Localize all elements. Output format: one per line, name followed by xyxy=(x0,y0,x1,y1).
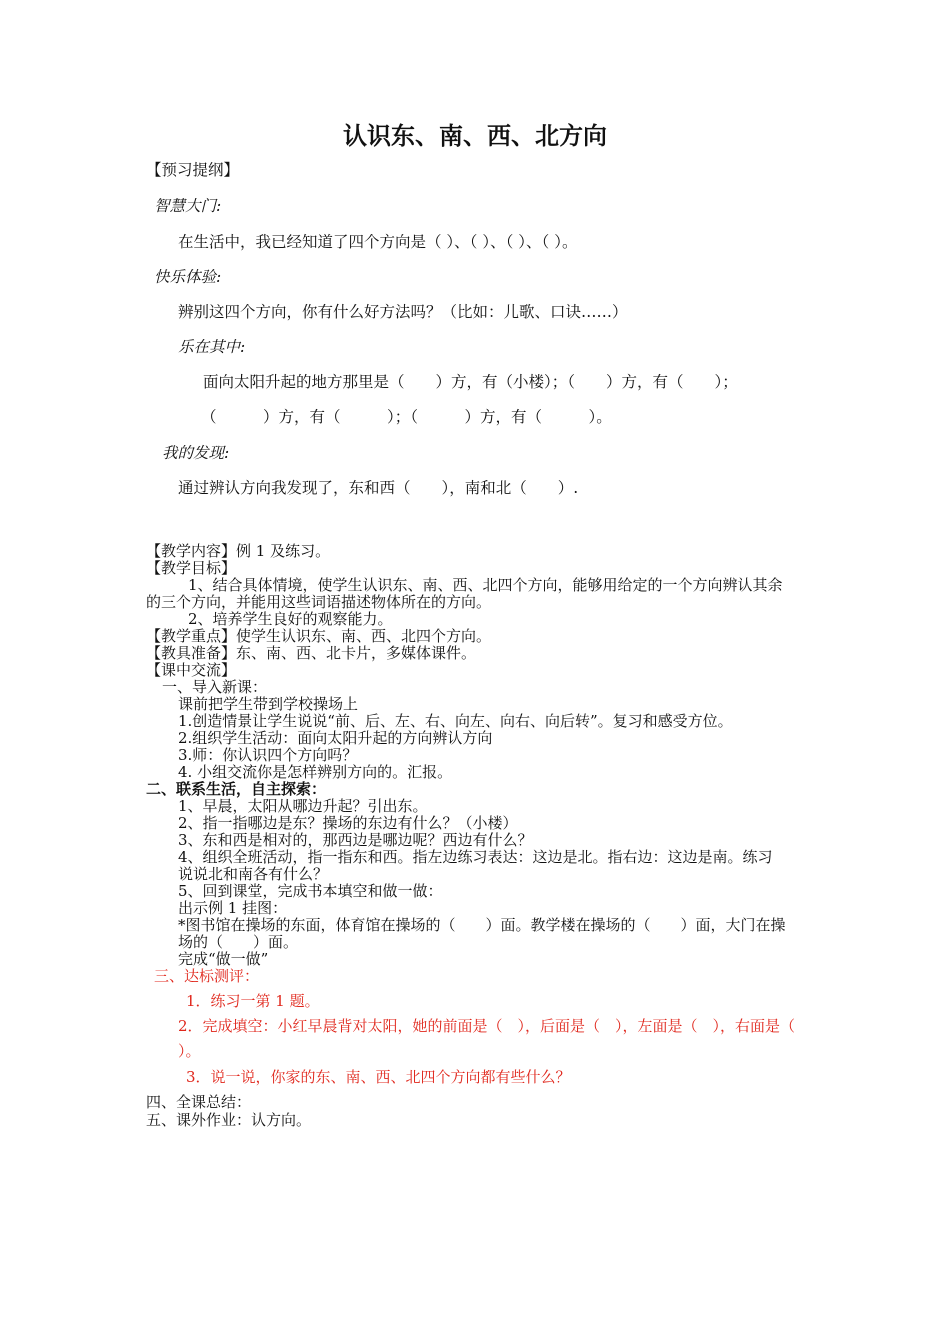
section-3-item-2-line1: 2．完成填空：小红早晨背对太阳，她的前面是（ ），后面是（ ），左面是（ ），右面是（ xyxy=(178,1017,796,1035)
section-1-item-3: 3.师：你认识四个方向吗？ xyxy=(178,746,358,764)
goals-heading: 【教学目标】 xyxy=(146,559,237,577)
lesson-content: 【教学内容】例 1 及练习。 xyxy=(146,542,331,560)
joy-within-line2: （ ）方，有（ ）；（ ）方，有（ ）。 xyxy=(201,408,612,426)
section-1-heading: 一、导入新课： xyxy=(162,678,268,696)
happy-experience-label: 快乐体验: xyxy=(154,268,222,286)
my-discovery-label: 我的发现: xyxy=(162,444,230,462)
section-3-heading: 三、达标测评： xyxy=(154,967,260,985)
happy-experience-text: 辨别这四个方向，你有什么好方法吗？（比如：儿歌、口诀……） xyxy=(178,303,628,321)
materials: 【教具准备】东、南、西、北卡片，多媒体课件。 xyxy=(146,644,477,662)
section-2-item-1: 1、早晨，太阳从哪边升起？引出东。 xyxy=(178,797,428,815)
wisdom-gate-label: 智慧大门: xyxy=(154,197,222,215)
section-2-item-5: 5、回到课堂，完成书本填空和做一做： xyxy=(178,882,443,900)
section-2-heading: 二、联系生活，自主探索： xyxy=(146,780,327,798)
joy-within-line1: 面向太阳升起的地方那里是（ ）方，有（小楼）；（ ）方，有（ ）； xyxy=(203,373,738,391)
section-2-item-3: 3、东和西是相对的，那西边是哪边呢？西边有什么？ xyxy=(178,831,533,849)
section-1-item-2: 2.组织学生活动：面向太阳升起的方向辨认方向 xyxy=(178,729,493,747)
section-5-heading: 五、课外作业：认方向。 xyxy=(146,1111,312,1129)
section-3-item-3: 3．说一说，你家的东、南、西、北四个方向都有些什么？ xyxy=(186,1068,571,1086)
preview-heading: 【预习提纲】 xyxy=(146,161,240,179)
section-2-item-4-line2: 说说北和南各有什么？ xyxy=(178,865,329,883)
section-2-item-2: 2、指一指哪边是东？操场的东边有什么？（小楼） xyxy=(178,814,518,832)
goal-2: 2、培养学生良好的观察能力。 xyxy=(188,610,393,628)
key-point: 【教学重点】使学生认识东、南、西、北四个方向。 xyxy=(146,627,492,645)
section-2-fill-line1: *图书馆在操场的东面，体育馆在操场的（ ）面。教学楼在操场的（ ）面，大门在操 xyxy=(178,916,786,934)
section-2-show: 出示例 1 挂图： xyxy=(178,899,288,917)
my-discovery-text: 通过辨认方向我发现了，东和西（ ），南和北（ ）. xyxy=(178,479,579,497)
section-3-item-2-line2: ）。 xyxy=(178,1042,201,1060)
wisdom-gate-text: 在生活中，我已经知道了四个方向是（ ）、（ ）、（ ）、（ ）。 xyxy=(178,233,578,251)
section-1-intro: 课前把学生带到学校操场上 xyxy=(178,695,359,713)
section-3-item-1: 1．练习一第 1 题。 xyxy=(186,992,320,1010)
section-1-item-1: 1.创造情景让学生说说“前、后、左、右、向左、向右、向后转”。复习和感受方位。 xyxy=(178,712,733,730)
section-2-fill-line2: 场的（ ）面。 xyxy=(178,933,299,951)
joy-within-label: 乐在其中: xyxy=(178,338,246,356)
section-2-item-4-line1: 4、组织全班活动，指一指东和西。指左边练习表达：这边是北。指右边：这边是南。练习 xyxy=(178,848,773,866)
section-4-heading: 四、全课总结： xyxy=(146,1093,252,1111)
exchange-heading: 【课中交流】 xyxy=(146,661,237,679)
goal-1-line1: 1、结合具体情境，使学生认识东、南、西、北四个方向，能够用给定的一个方向辨认其余 xyxy=(188,576,783,594)
section-2-complete: 完成“做一做” xyxy=(178,950,269,968)
section-1-item-4: 4. 小组交流你是怎样辨别方向的。汇报。 xyxy=(178,763,453,781)
page-title: 认识东、南、西、北方向 xyxy=(343,122,607,150)
goal-1-line2: 的三个方向，并能用这些词语描述物体所在的方向。 xyxy=(146,593,492,611)
